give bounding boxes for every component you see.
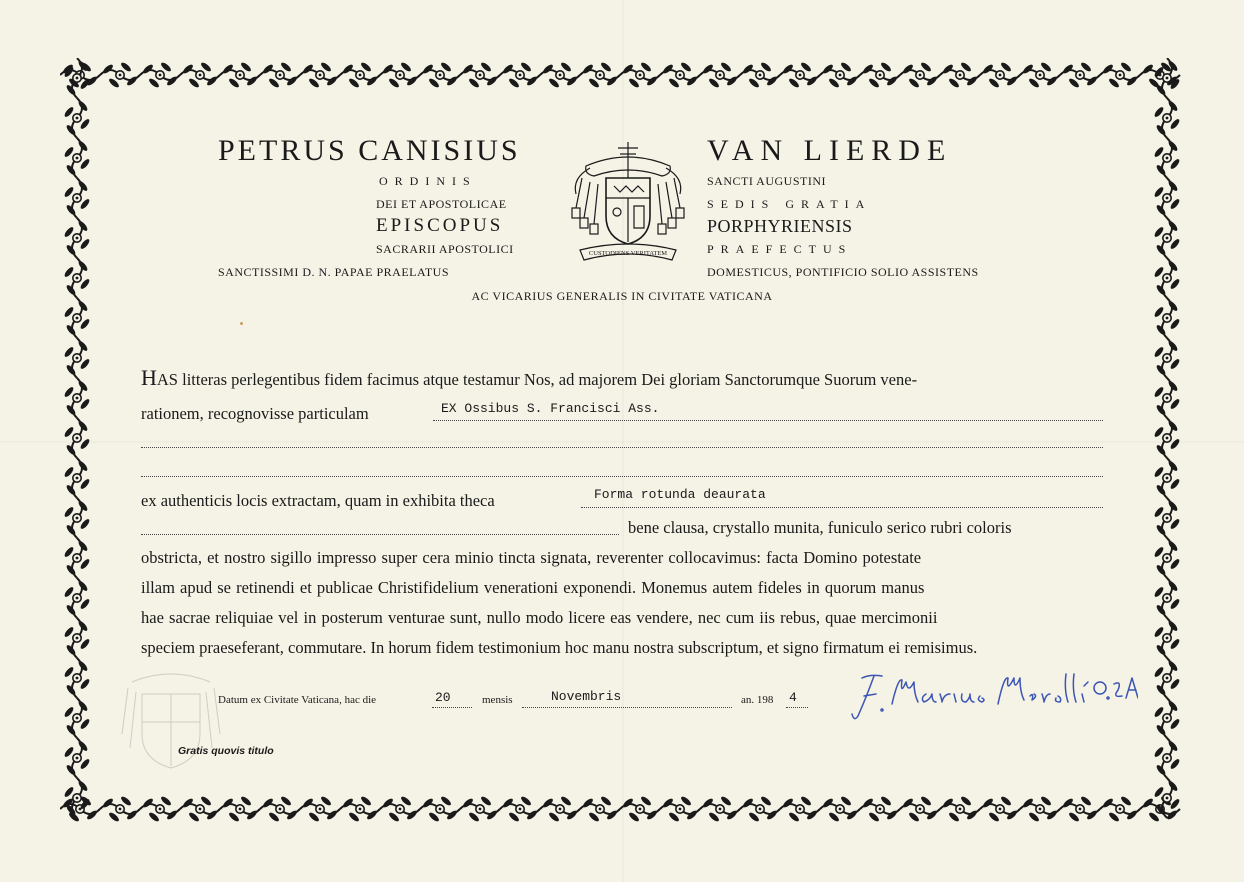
border-motif: [1153, 338, 1181, 378]
border-motif: [220, 61, 260, 89]
border-motif: [1153, 618, 1181, 658]
border-motif: [180, 795, 220, 823]
border-motif: [1153, 378, 1181, 418]
border-motif: [500, 61, 540, 89]
border-motif: [140, 795, 180, 823]
month-value: Novembris: [551, 689, 622, 704]
border-motif: [1153, 738, 1181, 778]
theca-fill-line-2: [141, 534, 619, 535]
border-motif: [1020, 795, 1060, 823]
mensis-label: mensis: [482, 694, 513, 706]
coat-of-arms-icon: [562, 138, 694, 268]
border-motif: [300, 795, 340, 823]
gratis-note: Gratis quovis titulo: [178, 745, 274, 757]
border-motif: [940, 61, 980, 89]
body-line-3: ex authenticis locis extractam, quam in exhibita theca: [141, 491, 495, 510]
border-motif: [860, 61, 900, 89]
border-motif: [460, 61, 500, 89]
border-motif: [1153, 538, 1181, 578]
border-motif: [300, 61, 340, 89]
border-motif: [63, 298, 91, 338]
border-motif: [63, 778, 91, 818]
border-motif: [1153, 498, 1181, 538]
border-motif: [860, 795, 900, 823]
border-motif: [1060, 795, 1100, 823]
border-motif: [63, 698, 91, 738]
border-motif: [1100, 61, 1140, 89]
body-line-6: illam apud se retinendi et publicae Christifidelium venerationi exponendi. Monemus autem fideles in quorum manus: [141, 578, 925, 597]
motto-text: CUSTODIENS VERITATEM: [588, 250, 668, 257]
border-motif: [1153, 58, 1181, 98]
border-motif: [1153, 778, 1181, 818]
border-motif: [1153, 458, 1181, 498]
border-motif: [63, 218, 91, 258]
border-motif: [380, 61, 420, 89]
day-fill-line: [432, 707, 472, 708]
body-line-1: [141, 365, 917, 391]
border-motif: [340, 795, 380, 823]
header-right-line: SEDIS GRATIA: [707, 197, 872, 211]
border-motif: [63, 378, 91, 418]
body-line-2: rationem, recognovisse particulam: [141, 404, 369, 423]
header-right-line: SANCTI AUGUSTINI: [707, 174, 826, 188]
border-motif: [620, 795, 660, 823]
ornamental-border-left: [60, 58, 94, 826]
border-motif: [1100, 795, 1140, 823]
month-fill-line: [522, 707, 732, 708]
border-motif: [740, 61, 780, 89]
handwritten-signature-icon: [848, 664, 1138, 724]
border-motif: [63, 498, 91, 538]
border-motif: [220, 795, 260, 823]
border-motif: [1153, 98, 1181, 138]
border-motif: [1153, 178, 1181, 218]
bishop-first-name: PETRUS CANISIUS: [218, 134, 521, 167]
border-motif: [100, 61, 140, 89]
border-motif: [100, 795, 140, 823]
border-motif: [260, 61, 300, 89]
border-motif: [1153, 698, 1181, 738]
border-motif: [700, 61, 740, 89]
border-motif: [1060, 61, 1100, 89]
header-left-line: ORDINIS: [379, 174, 477, 188]
border-motif: [420, 61, 460, 89]
border-motif: [700, 795, 740, 823]
border-motif: [63, 338, 91, 378]
border-motif: [63, 618, 91, 658]
border-motif: [63, 418, 91, 458]
border-motif: [1153, 578, 1181, 618]
border-motif: [260, 795, 300, 823]
bishop-last-name: VAN LIERDE: [707, 134, 953, 167]
header-left-line: DEI ET APOSTOLICAE: [376, 197, 507, 211]
border-motif: [580, 61, 620, 89]
border-motif: [1153, 658, 1181, 698]
border-motif: [63, 138, 91, 178]
border-motif: [980, 61, 1020, 89]
border-motif: [780, 795, 820, 823]
body-line-7: hae sacrae reliquiae vel in posterum venturae sunt, nullo modo licere eas vendere, nec cum iis rebus, quae mercimonii: [141, 608, 938, 627]
border-motif: [660, 795, 700, 823]
border-motif: [420, 795, 460, 823]
an-label: an. 198: [741, 694, 774, 706]
body-line-8: speciem praeseferant, commutare. In horum fidem testimonium hoc manu nostra subscriptum, et signo firmatum ei remisimus.: [141, 638, 978, 657]
year-fill-line: [786, 707, 808, 708]
datum-label: Datum ex Civitate Vaticana, hac die: [218, 694, 377, 706]
border-motif: [940, 795, 980, 823]
border-motif: [1153, 138, 1181, 178]
border-motif: [620, 61, 660, 89]
body-text: AS litteras perlegentibus fidem facimus atque testamur Nos, ad majorem Dei gloriam Sanctorumque Suorum vene-: [156, 370, 918, 389]
embossed-seal-icon: [112, 664, 230, 784]
border-motif: [63, 578, 91, 618]
border-motif: [380, 795, 420, 823]
border-motif: [1153, 218, 1181, 258]
border-motif: [820, 61, 860, 89]
vicar-general-line: AC VICARIUS GENERALIS IN CIVITATE VATICANA: [471, 289, 773, 303]
body-line-4: bene clausa, crystallo munita, funiculo serico rubri coloris: [628, 518, 1012, 537]
ornamental-border-right: [1150, 58, 1184, 826]
border-motif: [63, 58, 91, 98]
border-motif: [460, 795, 500, 823]
header-right-line: PORPHYRIENSIS: [707, 216, 853, 236]
border-motif: [340, 61, 380, 89]
border-motif: [780, 61, 820, 89]
border-motif: [140, 61, 180, 89]
header-left-line: SACRARII APOSTOLICI: [376, 242, 514, 256]
relic-fill-line: [433, 420, 1103, 421]
border-motif: [660, 61, 700, 89]
border-motif: [580, 795, 620, 823]
border-motif: [63, 458, 91, 498]
day-value: 20: [435, 690, 451, 705]
border-motif: [500, 795, 540, 823]
fold-line: [0, 441, 1244, 443]
theca-fill-line: [581, 507, 1103, 508]
border-motif: [540, 795, 580, 823]
theca-value: Forma rotunda deaurata: [594, 487, 766, 502]
blank-fill-line: [141, 476, 1103, 477]
header-right-line: PRAEFECTUS: [707, 242, 853, 256]
border-motif: [900, 61, 940, 89]
border-motif: [820, 795, 860, 823]
border-motif: [900, 795, 940, 823]
relic-value: EX Ossibus S. Francisci Ass.: [441, 401, 660, 416]
border-motif: [540, 61, 580, 89]
border-motif: [63, 178, 91, 218]
border-motif: [1153, 298, 1181, 338]
body-line-5: obstricta, et nostro sigillo impresso super cera minio tincta signata, reverenter collocavimus: facta Domino potestate: [141, 548, 922, 567]
border-motif: [980, 795, 1020, 823]
border-motif: [63, 98, 91, 138]
header-right-line: DOMESTICUS, PONTIFICIO SOLIO ASSISTENS: [707, 265, 979, 279]
border-motif: [740, 795, 780, 823]
border-motif: [1020, 61, 1060, 89]
border-motif: [63, 538, 91, 578]
paper-stain: [240, 322, 243, 325]
initial-capital: H: [141, 365, 157, 390]
border-motif: [1153, 418, 1181, 458]
border-motif: [63, 658, 91, 698]
year-digit: 4: [789, 690, 797, 705]
border-motif: [180, 61, 220, 89]
ornamental-border-bottom: [60, 792, 1184, 826]
header-left-line: EPISCOPUS: [376, 215, 504, 236]
ornamental-border-top: [60, 58, 1184, 92]
border-motif: [63, 738, 91, 778]
blank-fill-line: [141, 447, 1103, 448]
header-left-line: SANCTISSIMI D. N. PAPAE PRAELATUS: [218, 265, 449, 279]
